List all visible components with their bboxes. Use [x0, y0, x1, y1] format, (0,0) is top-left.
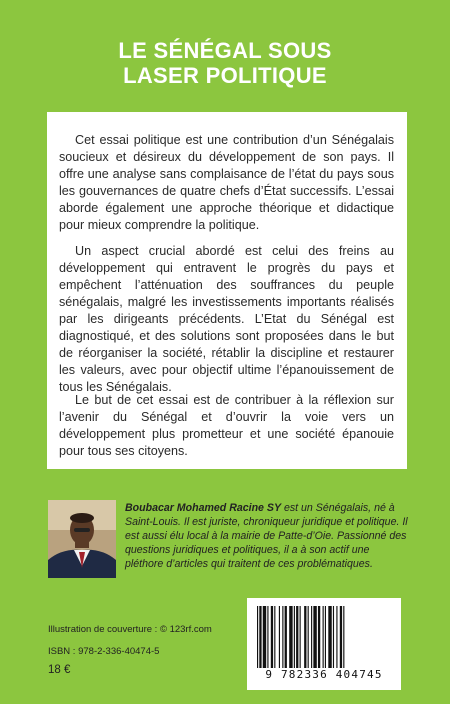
- barcode: [247, 598, 401, 690]
- author-photo: [48, 500, 116, 578]
- author-name: Boubacar Mohamed Racine SY: [125, 502, 282, 514]
- summary-paragraph-2: Un aspect crucial abordé est celui des freins au développement qui entravent le progrès du pays et empêchent l’atténuation des souffrances du peuple sénégalais, malgré les investissements importants réalisés par les dirigeants précédents. L’Etat du Sénégal est diagnostiqué, et des solutions sont proposées dans le but de réorganiser la société, rétablir la discipline et restaurer les valeurs, avec pour objectif ultime l’épanouissement de tous les Sénégalais.: [59, 244, 394, 394]
- price: 18 €: [48, 664, 71, 676]
- summary-panel: [47, 112, 407, 469]
- barcode-digits: 9 782336 404745: [265, 668, 383, 681]
- author-portrait-icon: [48, 500, 116, 578]
- isbn: ISBN : 978-2-336-40474-5: [48, 646, 160, 657]
- book-title-line-2: LASER POLITIQUE: [123, 63, 327, 88]
- cover-credit: Illustration de couverture : © 123rf.com: [48, 624, 212, 635]
- summary-paragraph-1: Cet essai politique est une contribution d’un Sénégalais soucieux et désireux du développement de son pays. Il offre une analyse sans complaisance de l’état du pays sous les gouvernances de quatre chefs d’État successifs. L’essai aborde également une approche théorique et didactique pour mieux comprendre la politique.: [59, 133, 394, 232]
- book-title: [0, 38, 450, 88]
- summary-paragraph-3: Le but de cet essai est de contribuer à la réflexion sur l’avenir du Sénégal et d’ouvrir la voie vers un développement plus prometteur et une société épanouie pour tous ses citoyens.: [59, 393, 394, 458]
- author-bio: [125, 501, 410, 571]
- book-title-line-1: LE SÉNÉGAL SOUS: [118, 38, 332, 63]
- author-bio-text: est un Sénégalais, né à Saint-Louis. Il est juriste, chroniqueur juridique et politique. Il est aussi élu local à la mairie de Patte-d’Oie. Passionné des questions juridiques et politiques, il a à son actif une pléthore d’articles qui traitent de ces problématiques.: [125, 502, 408, 570]
- barcode-icon: [257, 606, 391, 668]
